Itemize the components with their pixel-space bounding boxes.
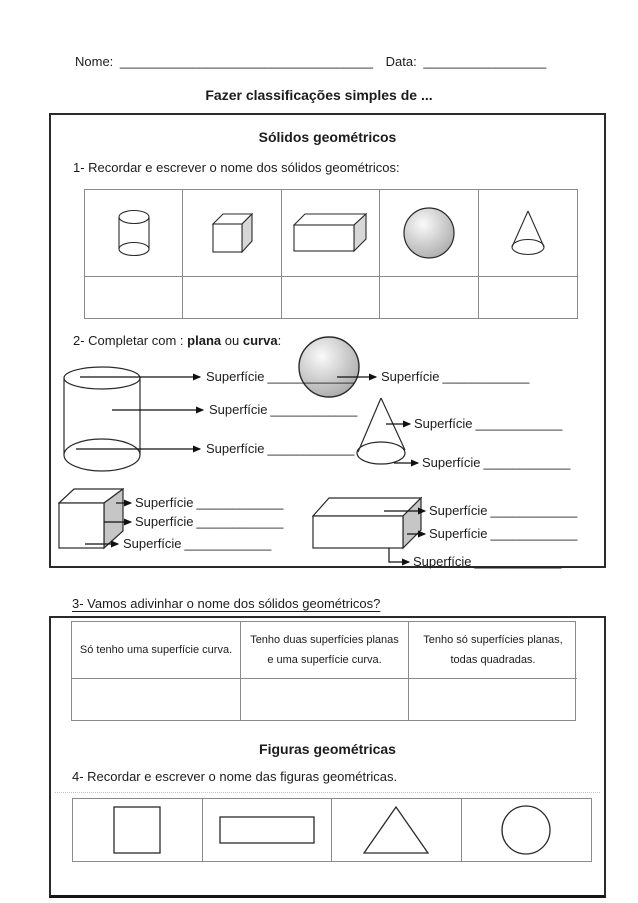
q2-prompt [73,333,281,348]
fill-blank: ____________ [267,441,355,456]
fill-blank: ____________ [490,503,578,518]
fill-blank: ____________ [270,402,358,417]
q4-cell-rectangle [203,799,333,861]
cylinder-shape-large [62,365,142,473]
q4-cell-triangle [332,799,462,861]
q2-option-curva: curva [242,333,278,348]
surface-label-cube-2: Superfície ____________ [135,514,284,529]
name-blank-line: ___________________________________ [119,54,373,69]
date-label: Data: [385,54,417,69]
fill-blank: ____________ [196,514,284,529]
q2-prompt-suffix: : [277,333,282,348]
solids-heading: Sólidos geométricos [258,129,397,145]
q1-answer-cell [479,277,577,318]
cylinder-shape [116,209,152,257]
fill-blank: ____________ [474,554,562,569]
q3-clue-two-flat-one-curved: Tenho duas superfícies planas e uma superfície curva. [241,622,409,679]
surface-label-cuboid-3: Superfície ____________ [413,554,562,569]
surface-label-sphere: Superfície ____________ [381,369,530,384]
cuboid-shape [293,213,367,253]
fill-blank: ____________ [483,455,571,470]
name-date-row [75,54,546,69]
q3-riddle-table [71,621,576,721]
q3-answer-cell [72,679,241,720]
cuboid-shape-large [312,496,422,550]
q1-answer-cell [282,277,380,318]
cone-shape-large [355,396,409,468]
surface-label-cone-1: Superfície ____________ [414,416,563,431]
q4-prompt: 4- Recordar e escrever o nome das figuras geométricas. [72,769,398,784]
surface-label-cylinder-2: Superfície ____________ [209,402,358,417]
q3-answer-cell [409,679,577,720]
faint-divider-rule [55,792,600,793]
sphere-shape-large [297,335,361,399]
date-blank-line: _________________ [423,54,547,69]
rectangle-shape [219,816,315,844]
surface-label-cone-2: Superfície ____________ [422,455,571,470]
triangle-shape [362,805,430,855]
q2-prompt-prefix: 2- Completar com : [73,333,184,348]
q1-answer-cell [85,277,183,318]
q3-clue-curved: Só tenho uma superfície curva. [72,622,241,679]
surface-label-cube-1: Superfície ____________ [135,495,284,510]
fill-blank: ____________ [490,526,578,541]
square-shape [113,806,161,854]
q1-cell-cuboid [282,190,380,277]
fill-blank: ____________ [184,536,272,551]
cube-shape [211,213,253,253]
q4-figures-table [72,798,592,862]
q3-clue-all-flat-square: Tenho só superfícies planas, todas quadradas. [409,622,577,679]
q1-prompt: 1- Recordar e escrever o nome dos sólidos geométricos: [73,160,400,175]
q1-cell-cylinder [85,190,183,277]
q2-prompt-mid: ou [224,333,240,348]
q3-answer-cell [241,679,409,720]
surface-label-cuboid-1: Superfície ____________ [429,503,578,518]
page-title: Fazer classificações simples de ... [205,87,433,103]
fill-blank: ____________ [442,369,530,384]
fill-blank: ____________ [267,369,355,384]
cone-shape [507,209,549,257]
q1-solids-table [84,189,578,319]
q1-cell-cube [183,190,281,277]
cube-shape-large [58,488,124,550]
q3-prompt: 3- Vamos adivinhar o nome dos sólidos geométricos? [72,596,381,611]
q2-option-plana: plana [187,333,222,348]
fill-blank: ____________ [196,495,284,510]
q1-cell-cone [479,190,577,277]
name-label: Nome: [75,54,114,69]
q4-cell-square [73,799,203,861]
figures-heading: Figuras geométricas [259,741,396,757]
surface-label-cylinder-3: Superfície ____________ [206,441,355,456]
surface-label-cylinder-1: Superfície ____________ [206,369,355,384]
sphere-shape [402,206,456,260]
q1-answer-cell [380,277,478,318]
q1-cell-sphere [380,190,478,277]
fill-blank: ____________ [475,416,563,431]
q1-answer-cell [183,277,281,318]
surface-label-cube-3: Superfície ____________ [123,536,272,551]
circle-shape [500,804,552,856]
q4-cell-circle [462,799,592,861]
surface-label-cuboid-2: Superfície ____________ [429,526,578,541]
